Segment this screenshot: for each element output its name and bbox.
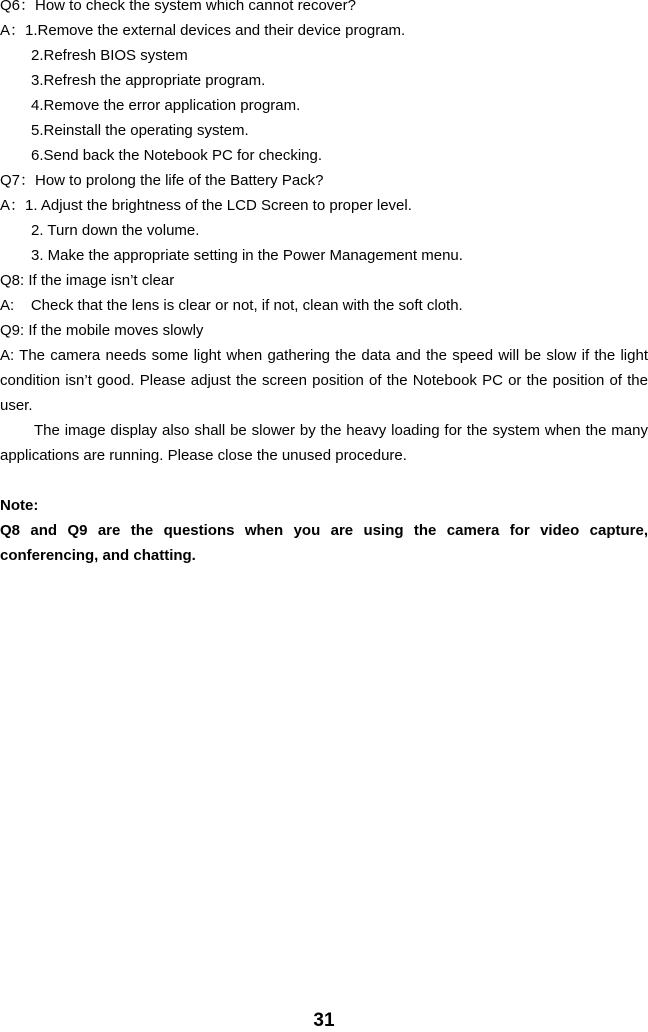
q7-step: 3. Make the appropriate setting in the Power Management menu.	[31, 247, 463, 264]
q6-step: 2.Refresh BIOS system	[31, 47, 188, 64]
page-number: 31	[313, 1010, 335, 1031]
q9-question: Q9: If the mobile moves slowly	[0, 322, 204, 339]
q6-step: 6.Send back the Notebook PC for checking.	[31, 147, 323, 164]
q6-answer-lead: A：1.Remove the external devices and their device program.	[0, 22, 406, 39]
q7-answer-lead: A：1. Adjust the brightness of the LCD Screen to proper level.	[0, 197, 412, 214]
q9-answer-paragraph-2: The image display also shall be slower by the heavy loading for the system when the many applications are running. Please close the unused procedure.	[0, 422, 648, 464]
q7-question: Q7：How to prolong the life of the Battery Pack?	[0, 172, 324, 189]
q6-step: 3.Refresh the appropriate program.	[31, 72, 266, 89]
note-text: Q8 and Q9 are the questions when you are using the camera for video capture, conferencing, and chatting.	[0, 522, 648, 564]
q6-step: 5.Reinstall the operating system.	[31, 122, 249, 139]
q7-step: 2. Turn down the volume.	[31, 222, 200, 239]
q6-step: 4.Remove the error application program.	[31, 97, 301, 114]
note-heading: Note:	[0, 497, 39, 514]
q9-answer-paragraph: A: The camera needs some light when gathering the data and the speed will be slow if the light condition isn’t good. Please adjust the screen position of the Notebook PC or the position of the user.	[0, 347, 648, 414]
q8-question: Q8: If the image isn’t clear	[0, 272, 175, 289]
q8-answer: A: Check that the lens is clear or not, if not, clean with the soft cloth.	[0, 297, 463, 314]
q6-question: Q6：How to check the system which cannot recover?	[0, 0, 356, 14]
